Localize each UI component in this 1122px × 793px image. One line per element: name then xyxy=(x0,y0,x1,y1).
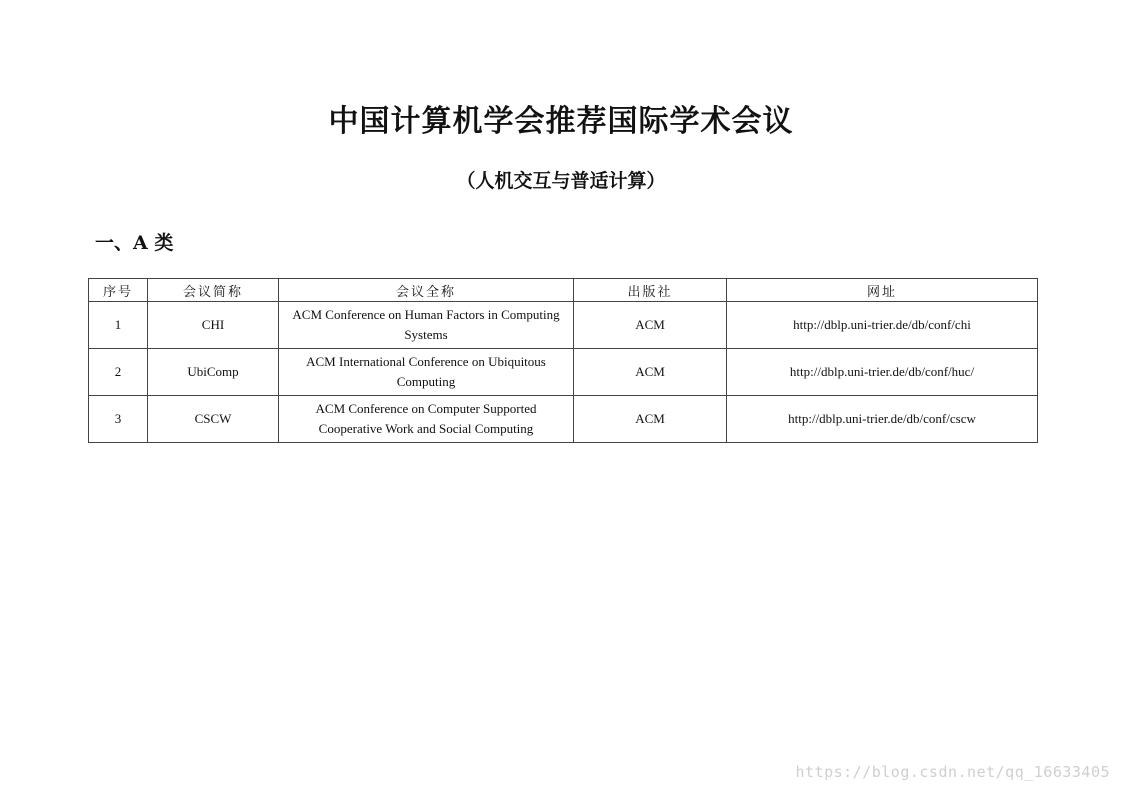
table-row xyxy=(89,396,1038,443)
page-subtitle: （人机交互与普适计算） xyxy=(456,170,666,192)
table-row xyxy=(89,302,1038,349)
cell-short-name: CHI xyxy=(148,302,279,349)
header-url: 网址 xyxy=(727,279,1038,302)
cell-index: 1 xyxy=(89,302,148,349)
cell-short-name: CSCW xyxy=(148,396,279,443)
page-title: 中国计算机学会推荐国际学术会议 xyxy=(328,104,794,139)
cell-url: http://dblp.uni-trier.de/db/conf/chi xyxy=(727,302,1038,349)
conference-table xyxy=(88,278,1038,443)
header-publisher: 出版社 xyxy=(574,279,727,302)
header-short-name: 会议简称 xyxy=(148,279,279,302)
cell-url: http://dblp.uni-trier.de/db/conf/cscw xyxy=(727,396,1038,443)
header-full-name: 会议全称 xyxy=(279,279,574,302)
watermark-text: https://blog.csdn.net/qq_16633405 xyxy=(795,763,1110,781)
table-row xyxy=(89,349,1038,396)
cell-url: http://dblp.uni-trier.de/db/conf/huc/ xyxy=(727,349,1038,396)
cell-publisher: ACM xyxy=(574,302,727,349)
cell-index: 2 xyxy=(89,349,148,396)
cell-index: 3 xyxy=(89,396,148,443)
header-index: 序号 xyxy=(89,279,148,302)
table-header-row xyxy=(89,279,1038,302)
cell-full-name: ACM Conference on Human Factors in Computing Systems xyxy=(279,302,574,349)
section-heading: 一、A 类 xyxy=(95,232,174,254)
cell-full-name: ACM Conference on Computer Supported Cooperative Work and Social Computing xyxy=(279,396,574,443)
cell-publisher: ACM xyxy=(574,349,727,396)
cell-short-name: UbiComp xyxy=(148,349,279,396)
cell-publisher: ACM xyxy=(574,396,727,443)
cell-full-name: ACM International Conference on Ubiquitous Computing xyxy=(279,349,574,396)
